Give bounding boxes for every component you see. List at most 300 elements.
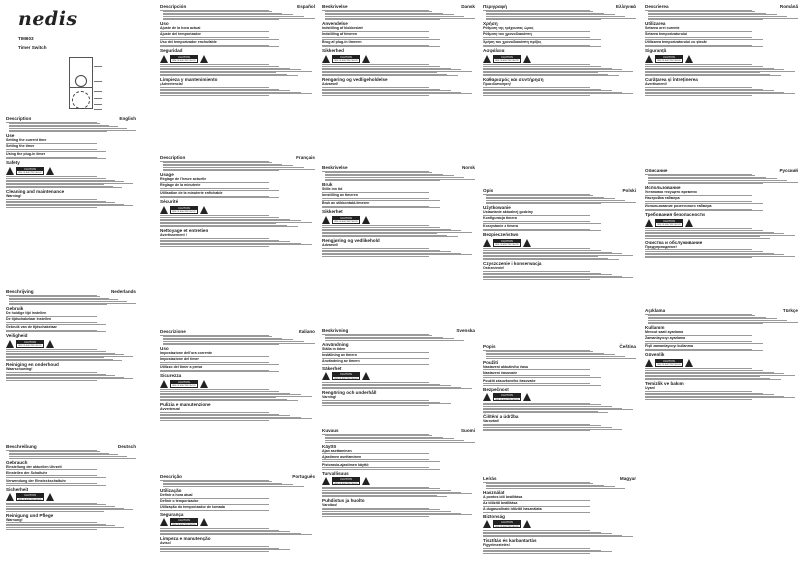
description-heading: Leírás (483, 476, 497, 481)
caution-subtext: RISK OF ELECTRIC SHOCK (172, 523, 196, 526)
caution-label (170, 206, 198, 214)
caution-labels (6, 339, 136, 348)
caution-text: CAUTION (17, 168, 43, 172)
subheading: Utilização do temporizador de tomada (160, 505, 225, 510)
caution-subtext: RISK OF ELECTRIC SHOCK (657, 60, 681, 63)
cleaning-heading: Limpeza e manutenção (160, 536, 211, 542)
warning-heading: Avvertenza! (160, 407, 181, 412)
caution-labels (483, 393, 636, 402)
section-header (483, 188, 636, 193)
text-line (6, 529, 97, 530)
clock-dial (75, 75, 87, 87)
caution-label (16, 493, 44, 501)
section-Ελληνικά (483, 4, 636, 97)
subheading: Ajuste de la hora actual (160, 26, 201, 31)
caution-label (170, 518, 198, 526)
text-line (486, 488, 625, 489)
warning-triangle-icon (160, 55, 168, 63)
text-line (160, 197, 279, 198)
column-3 (322, 0, 475, 567)
caution-text: CAUTION (171, 56, 197, 60)
safety-heading: Safety (6, 160, 20, 166)
subheading: Ajastimen asettaminen (322, 454, 362, 459)
text-line (645, 350, 763, 351)
subheading: De huidige tijd instellen (6, 311, 47, 316)
text-line (645, 46, 763, 47)
callout-line (94, 98, 102, 99)
cleaning-heading: Limpieza y mantenimiento (160, 77, 218, 83)
language-label: Čeština (619, 344, 636, 349)
subheading: Inställning av timern (322, 353, 357, 358)
subheading: Definir a hora atual (160, 492, 193, 497)
warning-heading: Varování! (483, 419, 500, 424)
warning-triangle-icon (685, 219, 693, 227)
warning-triangle-icon (523, 55, 531, 63)
text-line (6, 158, 106, 159)
section-Nederlands (6, 289, 136, 382)
safety-heading: Segurança (160, 511, 184, 517)
use-heading: Uso (160, 21, 169, 27)
warning-heading: Предупреждение! (645, 244, 677, 249)
warning-triangle-icon (6, 340, 14, 348)
caution-label (655, 219, 683, 227)
warning-triangle-icon (685, 359, 693, 367)
text-line (6, 360, 122, 361)
caution-label (332, 55, 360, 63)
cleaning-heading: Czyszczenie i konserwacja (483, 261, 542, 267)
cleaning-heading: Čištění a údržba (483, 414, 519, 420)
warning-heading: Advarsel! (322, 82, 339, 87)
subheading: Ajuste del temporizador (160, 32, 201, 37)
warning-triangle-icon (645, 55, 653, 63)
use-heading: Gebrauch (6, 459, 28, 465)
caution-text: CAUTION (494, 394, 520, 398)
warning-heading: Uyarı! (645, 386, 656, 391)
text-line (486, 19, 601, 20)
warning-triangle-icon (523, 393, 531, 401)
text-line (322, 95, 429, 96)
safety-heading: Sikkerhet (322, 209, 343, 215)
description-heading: Opis (483, 188, 494, 193)
language-label: Português (292, 474, 315, 479)
use-heading: Usage (160, 172, 174, 178)
text-line (322, 405, 429, 406)
subheading: Использование розеточного таймера (645, 204, 712, 209)
use-heading: Использование (645, 185, 681, 191)
text-line (322, 496, 447, 497)
subheading: Az időzítő beállítása (483, 501, 518, 506)
subheading: De tijdschakelaar instellen (6, 317, 52, 322)
caution-label (332, 216, 360, 224)
text-line (9, 131, 107, 132)
subheading: A pontos idő beállítása (483, 494, 523, 499)
text-line (483, 385, 601, 386)
warning-triangle-icon (322, 372, 330, 380)
text-line (322, 364, 429, 365)
caution-text: CAUTION (494, 521, 520, 525)
safety-heading: Sicherheit (6, 486, 29, 492)
text-line (645, 379, 781, 380)
caution-labels (322, 54, 475, 63)
warning-triangle-icon (46, 493, 54, 501)
caution-text: CAUTION (171, 207, 197, 211)
section-header (645, 168, 798, 173)
section-header (160, 474, 315, 479)
warning-triangle-icon (322, 216, 330, 224)
caution-text: CAUTION (17, 494, 43, 498)
timer-dial (72, 91, 90, 109)
warning-triangle-icon (160, 380, 168, 388)
warning-triangle-icon (483, 520, 491, 528)
warning-heading: Varning! (322, 395, 337, 400)
use-heading: Käyttö (322, 443, 337, 449)
text-line (160, 420, 269, 421)
text-line (645, 75, 781, 76)
subheading: Definir o temporizador (160, 499, 199, 504)
cleaning-heading: Очистка и обслуживание (645, 239, 703, 245)
safety-heading: Biztonság (483, 513, 505, 519)
cleaning-heading: Tisztítás és karbantartás (483, 538, 537, 544)
text-line (483, 536, 633, 537)
subheading: Réglage de l'heure actuelle (160, 177, 207, 182)
caution-label (655, 359, 683, 367)
caution-labels (6, 166, 136, 175)
text-line (322, 256, 429, 257)
subheading: Setarea temporizatorului (645, 32, 688, 37)
caution-subtext: RISK OF ELECTRIC SHOCK (172, 385, 196, 388)
text-line (322, 236, 458, 237)
caution-text: CAUTION (656, 56, 682, 60)
section-Română (645, 4, 798, 97)
warning-heading: Advarsel! (322, 243, 339, 248)
section-header (160, 4, 315, 9)
caution-labels (483, 54, 636, 63)
section-Čeština (483, 344, 636, 432)
safety-heading: Ασφάλεια (483, 48, 505, 54)
callout-line (94, 91, 102, 92)
caution-label (493, 55, 521, 63)
model-number: TIM603 (18, 36, 34, 41)
section-Dansk (322, 4, 475, 97)
use-heading: Gebruik (6, 306, 24, 312)
text-line (322, 469, 440, 470)
subheading: Χρήση του χρονοδιακόπτη πρίζας (483, 40, 542, 45)
use-heading: Utilizarea (645, 21, 666, 27)
language-label: English (119, 116, 136, 121)
warning-triangle-icon (200, 55, 208, 63)
cleaning-heading: Nettoyage et entretien (160, 228, 209, 234)
section-Français (160, 155, 315, 248)
warning-triangle-icon (200, 380, 208, 388)
subheading: Användning av timern (322, 359, 360, 364)
warning-triangle-icon (483, 239, 491, 247)
description-heading: Description (6, 116, 32, 121)
text-line (9, 304, 107, 305)
warning-heading: Προειδοποίηση! (483, 82, 511, 87)
subheading: Setarea orei curente (645, 26, 680, 31)
warning-heading: Avertissement ! (160, 233, 187, 238)
subheading: Použití zásuvkového časovače (483, 378, 536, 383)
safety-heading: Sicurezza (160, 373, 182, 379)
description-heading: Beskrivelse (322, 4, 348, 9)
language-label: Español (297, 4, 315, 9)
text-line (6, 331, 106, 332)
brand-logo: nedis (18, 8, 78, 30)
warning-heading: Aviso! (160, 541, 171, 546)
section-header (6, 289, 136, 294)
caution-subtext: RISK OF ELECTRIC SHOCK (172, 60, 196, 63)
language-label: Italiano (298, 329, 315, 334)
language-label: Türkçe (782, 308, 798, 313)
cleaning-heading: Temizlik ve bakım (645, 381, 684, 387)
use-heading: Use (6, 133, 15, 139)
section-Magyar (483, 476, 636, 554)
warning-triangle-icon (645, 219, 653, 227)
subheading: Ajan asettaminen (322, 448, 352, 453)
description-heading: Kuvaus (322, 428, 339, 433)
section-header (645, 308, 798, 313)
caution-subtext: RISK OF ELECTRIC SHOCK (172, 211, 196, 214)
warning-heading: Avertisment! (645, 82, 667, 87)
description-heading: Beskrivelse (322, 165, 348, 170)
text-line (645, 399, 752, 400)
section-header (483, 4, 636, 9)
warning-heading: Figyelmeztetés! (483, 543, 510, 548)
warning-heading: Warnung! (6, 517, 23, 522)
cleaning-heading: Reinigung und Pflege (6, 512, 54, 518)
text-line (483, 430, 590, 431)
safety-heading: Turvallisuus (322, 470, 349, 476)
description-heading: Açıklama (645, 308, 666, 313)
caution-label (16, 167, 44, 175)
text-line (483, 230, 601, 231)
use-heading: Użytkowanie (483, 205, 511, 211)
subheading: Fişli zamanlayıcıyı kullanma (645, 344, 693, 349)
subheading: Innstilling av timeren (322, 193, 358, 198)
caution-labels (645, 54, 798, 63)
subheading: Mevcut saati ayarlama (645, 330, 684, 335)
cleaning-heading: Curățarea și întreținerea (645, 77, 698, 83)
section-Deutsch (6, 444, 136, 530)
cleaning-heading: Rengøring og vedligeholdelse (322, 77, 388, 83)
section-English (6, 116, 136, 209)
use-heading: Uso (160, 346, 169, 352)
text-line (6, 511, 104, 512)
safety-heading: Siguranță (645, 48, 667, 54)
callout-line (94, 109, 102, 110)
section-header (483, 344, 636, 349)
caution-text: CAUTION (656, 360, 682, 364)
cleaning-heading: Καθαρισμός και συντήρηση (483, 77, 544, 83)
section-Português (160, 474, 315, 552)
subheading: Einstellung der aktuellen Uhrzeit (6, 464, 62, 469)
column-2 (160, 0, 315, 567)
section-header (483, 476, 636, 481)
language-label: Français (296, 155, 315, 160)
caution-text: CAUTION (494, 56, 520, 60)
description-heading: Descrierea (645, 4, 669, 9)
safety-heading: Требования безопасности (645, 212, 705, 218)
subheading: Stille inn tid (322, 187, 343, 192)
section-header (322, 428, 475, 433)
language-label: Svenska (456, 328, 475, 333)
use-heading: Χρήση (483, 21, 498, 27)
warning-triangle-icon (523, 239, 531, 247)
section-header (6, 116, 136, 121)
section-header (322, 4, 475, 9)
subheading: Pistorasia-ajastimen käyttö (322, 462, 369, 467)
warning-triangle-icon (322, 55, 330, 63)
description-heading: Описание (645, 168, 668, 173)
text-line (6, 485, 106, 486)
description-heading: Beschrijving (6, 289, 34, 294)
column-1 (6, 0, 136, 567)
description-heading: Description (160, 155, 186, 160)
text-line (163, 19, 279, 20)
use-heading: Användning (322, 341, 349, 347)
subheading: A dugaszolható időzítő használata (483, 507, 542, 512)
subheading: Nastavení časovače (483, 370, 518, 375)
use-heading: Utilização (160, 487, 182, 493)
section-Svenska (322, 328, 475, 406)
description-heading: Descripción (160, 4, 187, 9)
callout-line (94, 81, 102, 82)
text-line (163, 344, 279, 345)
cleaning-heading: Puhdistus ja huolto (322, 498, 365, 504)
warning-heading: Ostrzeżenie! (483, 266, 505, 271)
caution-labels (483, 520, 636, 529)
text-line (322, 75, 458, 76)
warning-triangle-icon (200, 518, 208, 526)
section-Norsk (322, 165, 475, 258)
caution-label (493, 393, 521, 401)
text-line (645, 238, 770, 239)
section-Türkçe (645, 308, 798, 401)
subheading: Ρύθμιση της τρέχουσας ώρας (483, 26, 534, 31)
use-heading: Használat (483, 489, 505, 495)
text-line (483, 259, 619, 260)
caution-text: CAUTION (333, 478, 359, 482)
description-heading: Beschreibung (6, 444, 37, 449)
text-line (483, 512, 590, 513)
subheading: Ρύθμιση του χρονοδιακόπτη (483, 32, 532, 37)
text-line (483, 95, 590, 96)
caution-subtext: RISK OF ELECTRIC SHOCK (334, 221, 358, 224)
subheading: Einstellen der Schaltuhr (6, 470, 48, 475)
text-line (325, 442, 475, 443)
divider (70, 87, 92, 88)
cleaning-heading: Rengöring och underhåll (322, 390, 377, 396)
safety-heading: Güvenlik (645, 352, 665, 358)
use-heading: Kullanım (645, 325, 665, 331)
caution-label (170, 55, 198, 63)
warning-triangle-icon (200, 206, 208, 214)
subheading: Konfiguracja timera (483, 216, 517, 221)
language-label: Nederlands (110, 289, 136, 294)
warning-triangle-icon (523, 520, 531, 528)
text-line (160, 95, 269, 96)
subheading: Indstilling af timeren (322, 32, 358, 37)
warning-triangle-icon (362, 372, 370, 380)
warning-heading: Varoitus! (322, 503, 338, 508)
warning-triangle-icon (46, 167, 54, 175)
subheading: Impostazione del timer (160, 357, 199, 362)
safety-heading: Sécurité (160, 199, 179, 205)
subheading: Verwendung der Einsteckschaltuhr (6, 478, 66, 483)
language-label: Deutsch (117, 444, 136, 449)
text-line (322, 46, 440, 47)
caution-text: CAUTION (333, 373, 359, 377)
caution-subtext: RISK OF ELECTRIC SHOCK (657, 364, 681, 367)
subheading: Brug af plug-in timeren (322, 40, 362, 45)
warning-heading: Warning! (6, 194, 22, 199)
subheading: Gebruik van de tijdschakelaar (6, 325, 57, 330)
section-Español (160, 4, 315, 97)
text-line (163, 170, 279, 171)
subheading: Nastavení aktuálního času (483, 364, 529, 369)
caution-labels (322, 477, 475, 486)
warning-triangle-icon (160, 518, 168, 526)
product-title: Timer Switch (18, 45, 47, 50)
warning-triangle-icon (6, 493, 14, 501)
caution-labels (322, 372, 475, 381)
caution-subtext: RISK OF ELECTRIC SHOCK (334, 377, 358, 380)
safety-heading: Veiligheid (6, 333, 28, 339)
use-heading: Anvendelse (322, 21, 348, 27)
cleaning-heading: Rengjøring og vedlikehold (322, 238, 380, 244)
text-line (160, 371, 279, 372)
caution-label (493, 520, 521, 528)
caution-labels (645, 358, 798, 367)
caution-text: CAUTION (656, 220, 682, 224)
subheading: Indstilling af klokkeslæt (322, 26, 363, 31)
text-line (483, 75, 619, 76)
caution-subtext: RISK OF ELECTRIC SHOCK (495, 398, 519, 401)
language-label: Ελληνικά (615, 4, 636, 9)
subheading: Ustawianie aktualnej godziny (483, 210, 533, 215)
text-line (160, 75, 298, 76)
caution-text: CAUTION (494, 240, 520, 244)
section-Polski (483, 188, 636, 281)
caution-label (16, 340, 44, 348)
text-line (160, 534, 312, 535)
text-line (6, 187, 122, 188)
text-line (160, 551, 269, 552)
section-header (160, 329, 315, 334)
caution-labels (645, 218, 798, 227)
text-line (645, 95, 752, 96)
section-Suomi (322, 428, 475, 517)
subheading: Réglage de la minuterie (160, 183, 201, 188)
caution-label (332, 477, 360, 485)
warning-triangle-icon (685, 55, 693, 63)
subheading: Using the plug-in timer (6, 152, 46, 157)
subheading: Uso del temporizador enchufable (160, 40, 217, 45)
caution-subtext: RISK OF ELECTRIC SHOCK (495, 244, 519, 247)
callout-line (94, 104, 102, 105)
text-line (322, 207, 440, 208)
caution-label (170, 380, 198, 388)
warning-triangle-icon (6, 167, 14, 175)
warning-triangle-icon (362, 55, 370, 63)
text-line (483, 279, 590, 280)
caution-subtext: RISK OF ELECTRIC SHOCK (334, 482, 358, 485)
language-label: Magyar (619, 476, 636, 481)
caution-label (493, 239, 521, 247)
caution-text: CAUTION (171, 519, 197, 523)
caution-subtext: RISK OF ELECTRIC SHOCK (18, 498, 42, 501)
warning-heading: Waarschuwing! (6, 367, 33, 372)
